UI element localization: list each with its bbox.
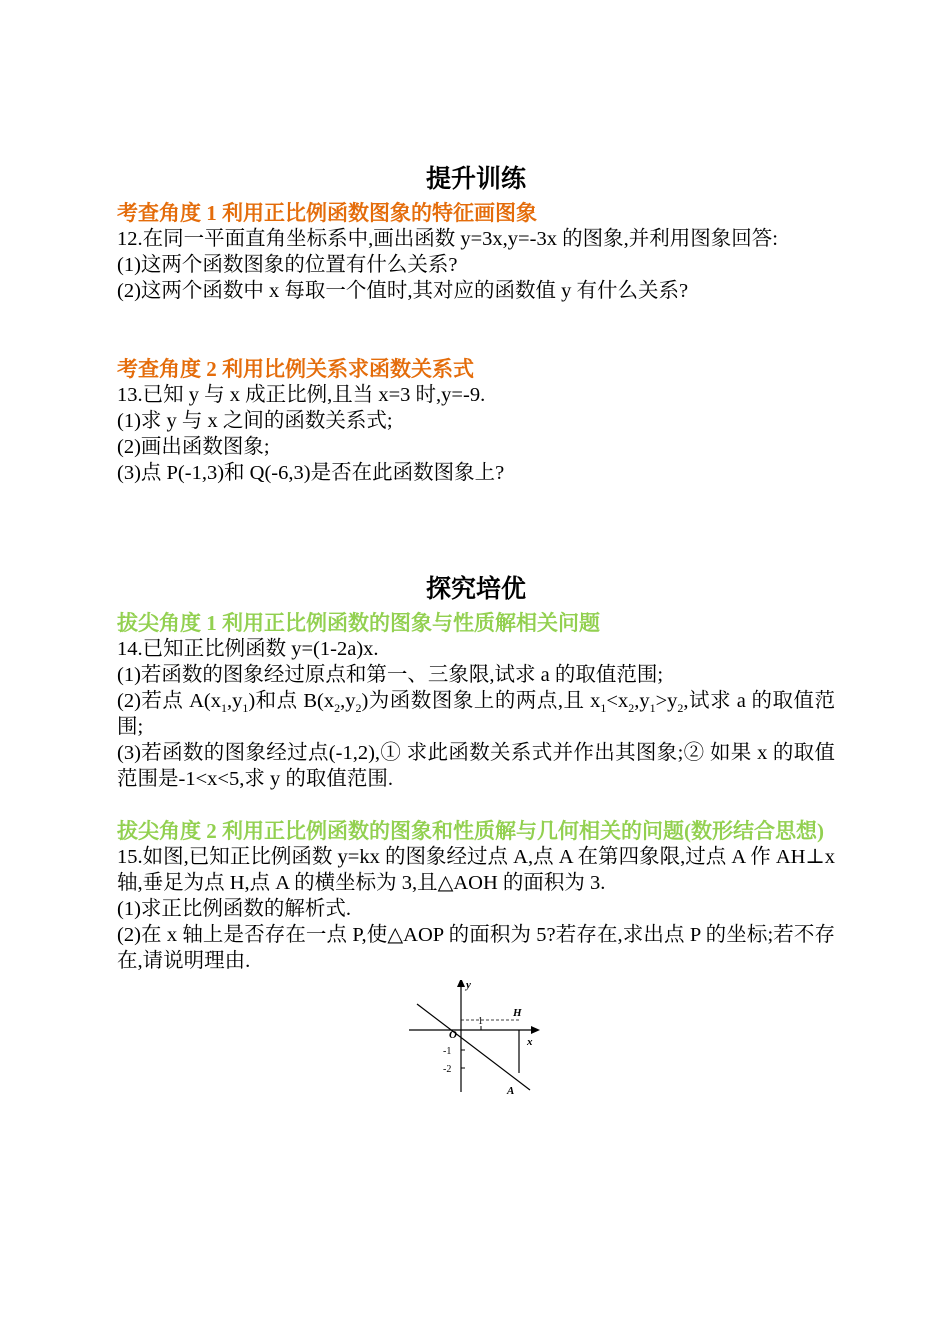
angle-heading-2: 考查角度 2 利用比例关系求函数关系式 xyxy=(117,357,474,381)
problem-14-line: 14.已知正比例函数 y=(1-2a)x. xyxy=(117,638,379,660)
tick-label-1: 1 xyxy=(478,1016,483,1027)
problem-12-part2: (2)这两个函数中 x 每取一个值时,其对应的函数值 y 有什么关系? xyxy=(117,280,689,302)
y-axis-arrow xyxy=(457,980,465,987)
problem-14-part3: (3)若函数的图象经过点(-1,2),① 求此函数关系式并作出其图象;② 如果 x 的取值范围是-1<x<5,求 y 的取值范围. xyxy=(117,742,835,790)
problem-14-part2: (2)若点 $A(x_1,y_1)$和点 $B(x_2,y_2)$为函数图象上的两点,且 $x_1<x_2,y_1>y_2$,试求 a 的取值范围; xyxy=(117,690,835,738)
point-h-label: H xyxy=(513,1007,522,1019)
problem-13-part3: (3)点 P(-1,3)和 Q(-6,3)是否在此函数图象上? xyxy=(117,462,505,484)
problem-13-part1: (1)求 y 与 x 之间的函数关系式; xyxy=(117,410,393,432)
x-axis-arrow xyxy=(531,1026,540,1034)
y-axis-label: y xyxy=(466,980,471,991)
origin-label: O xyxy=(449,1029,457,1041)
problem-14-part1: (1)若函数的图象经过原点和第一、三象限,试求 a 的取值范围; xyxy=(117,664,664,686)
problem-13-part2: (2)画出函数图象; xyxy=(117,436,270,458)
coordinate-figure xyxy=(117,980,835,1100)
problem-12-line: 12.在同一平面直角坐标系中,画出函数 y=3x,y=-3x 的图象,并利用图象回答: xyxy=(117,228,778,250)
section-title-improve: 提升训练 xyxy=(425,166,526,193)
advanced-heading-2: 拔尖角度 2 利用正比例函数的图象和性质解与几何相关的问题(数形结合思想) xyxy=(117,819,824,843)
point-a-label: A xyxy=(507,1085,515,1097)
tick-label-neg1: -1 xyxy=(443,1046,452,1057)
section-title-explore: 探究培优 xyxy=(425,576,526,603)
problem-15-line: 15.如图,已知正比例函数 y=kx 的图象经过点 A,点 A 在第四象限,过点 A 作 AH⊥x 轴,垂足为点 H,点 A 的横坐标为 3,且△AOH 的面积为 3. xyxy=(117,846,835,894)
angle-heading-1: 考查角度 1 利用正比例函数图象的特征画图象 xyxy=(117,201,537,225)
problem-12-part1: (1)这两个函数图象的位置有什么关系? xyxy=(117,254,458,276)
problem-15-part2: (2)在 x 轴上是否存在一点 P,使△AOP 的面积为 5?若存在,求出点 P 的坐标;若不存在,请说明理由. xyxy=(117,924,835,972)
document-page xyxy=(117,160,835,1100)
advanced-heading-1: 拔尖角度 1 利用正比例函数的图象与性质解相关问题 xyxy=(117,611,600,635)
problem-13-line: 13.已知 y 与 x 成正比例,且当 x=3 时,y=-9. xyxy=(117,384,486,406)
x-axis-label: x xyxy=(527,1036,533,1048)
coordinate-diagram xyxy=(409,980,549,1100)
problem-15-part1: (1)求正比例函数的解析式. xyxy=(117,898,352,920)
tick-label-neg2: -2 xyxy=(443,1064,452,1075)
